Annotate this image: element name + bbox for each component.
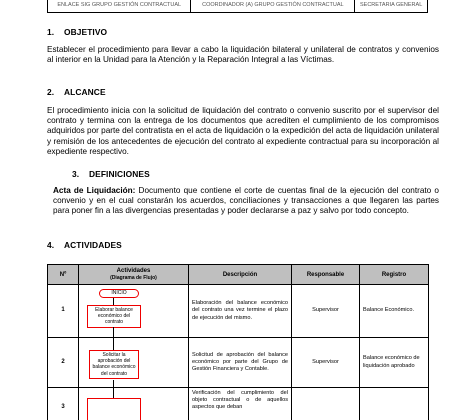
header-cell-secretaria: SECRETARIA GENERAL — [355, 0, 428, 13]
row-description: Solicitud de aprobación del balance económico por parte del Grupo de Gestión Financiera y Contable. — [189, 338, 292, 388]
flow-connector — [113, 338, 114, 350]
section-number: 2. — [47, 87, 55, 97]
table-row — [48, 338, 429, 388]
definiciones-paragraph — [53, 186, 439, 217]
alcance-paragraph: El procedimiento inicia con la solicitud de liquidación del contrato o convenio suscrito por el supervisor del contrato y termina con la entrega de los documentos que acrediten el cumplimiento de los compromisos adquiridos por parte del contratista en el acta de liquidación o la expedición del acta de liquidación unilateral y remisión de los antecedentes de ejecución del contrato al expediente contractual para su incorporación al expediente respectivo. — [47, 106, 439, 156]
section-number: 1. — [47, 27, 55, 37]
section-number: 4. — [47, 240, 55, 250]
table-row — [48, 388, 429, 420]
row-number: 2 — [48, 338, 79, 388]
section-title-text: DEFINICIONES — [89, 169, 150, 179]
header-cell-coordinador: COORDINADOR (A) GRUPO GESTIÓN CONTRACTUAL — [191, 0, 355, 13]
flow-cell — [79, 388, 189, 420]
section-title-text: OBJETIVO — [64, 27, 108, 37]
flow-activity-box — [87, 398, 141, 420]
row-number: 1 — [48, 285, 79, 338]
flow-activity-box: Elaborar balance económico del contrato — [87, 305, 141, 328]
section-title-definiciones — [72, 169, 150, 179]
flow-start-terminal: INICIO — [99, 289, 139, 298]
section-title-objetivo — [47, 27, 107, 37]
row-responsible — [292, 388, 360, 420]
row-number: 3 — [48, 388, 79, 420]
table-row — [48, 285, 429, 338]
section-title-alcance — [47, 87, 106, 97]
activities-table — [47, 264, 429, 420]
flow-activity-box: Solicitar la aprobación del balance económico del contrato — [89, 350, 139, 379]
section-number: 3. — [72, 169, 80, 179]
header-cell-enlace: ENLACE SIG GRUPO GESTIÓN CONTRACTUAL — [48, 0, 191, 13]
flow-cell — [79, 285, 189, 338]
row-description: Verificación del cumplimiento del objeto contractual o de aquellos aspectos que deban — [189, 388, 292, 420]
row-record: Balance económico de liquidación aprobado — [360, 338, 429, 388]
col-header-registro: Registro — [360, 265, 429, 285]
section-title-actividades — [47, 240, 122, 250]
section-title-text: ALCANCE — [64, 87, 106, 97]
flow-connector — [113, 298, 114, 305]
row-responsible: Supervisor — [292, 338, 360, 388]
row-record: Balance Económico. — [360, 285, 429, 338]
row-responsible: Supervisor — [292, 285, 360, 338]
col-header-actividades-label: Actividades — [116, 268, 151, 274]
col-header-number: Nº — [48, 265, 79, 285]
flow-connector — [113, 388, 114, 398]
col-header-actividades — [79, 265, 189, 285]
definition-term: Acta de Liquidación: — [53, 186, 136, 195]
section-title-text: ACTIVIDADES — [64, 240, 122, 250]
definition-text: Documento que contiene el corte de cuentas final de la ejecución del contrato o convenio y en el cual constarán los acuerdos, conciliaciones y transacciones a que llegaren las partes para poner fin a las divergencias presentadas y poder declararse a paz y salvo por todo concepto. — [53, 186, 439, 216]
row-record — [360, 388, 429, 420]
table-header-row — [48, 265, 429, 285]
flow-cell — [79, 338, 189, 388]
signature-header-table — [47, 0, 428, 13]
col-header-responsable: Responsable — [292, 265, 360, 285]
col-header-descripcion: Descripción — [189, 265, 292, 285]
objetivo-paragraph: Establecer el procedimiento para llevar a cabo la liquidación bilateral y unilateral de contratos y convenios al interior en la Unidad para la Atención y la Reparación Integral a las Víctimas. — [47, 45, 439, 65]
row-description: Elaboración del balance económico del contrato una vez termine el plazo de ejecución del mismo. — [189, 285, 292, 338]
col-header-actividades-sub: (Diagrama de Flujo) — [110, 275, 157, 281]
